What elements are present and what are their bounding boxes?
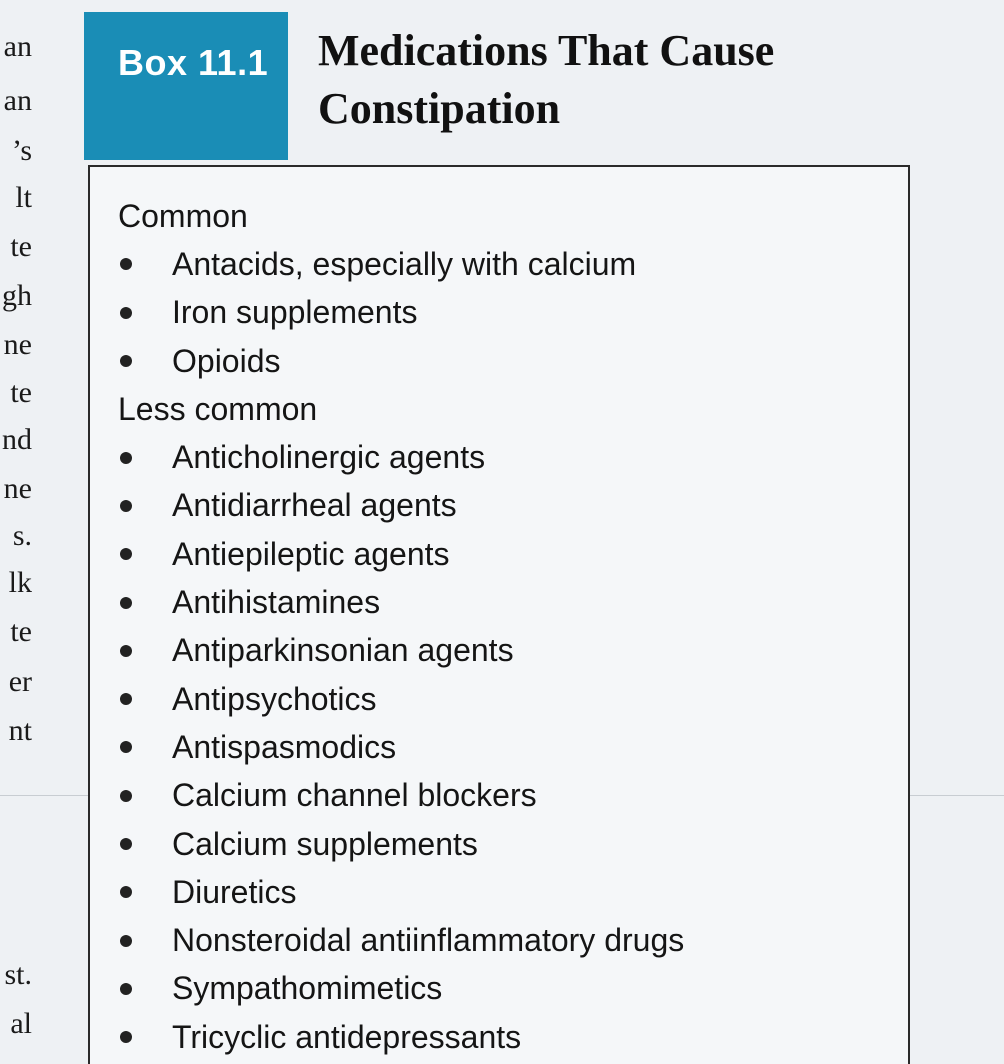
box-title-line-2: Constipation	[318, 84, 561, 133]
list-item	[116, 240, 684, 288]
list-item	[116, 289, 684, 337]
bullet-icon	[120, 548, 132, 560]
list-item	[116, 530, 684, 578]
section-heading-less-common: Less common	[118, 390, 318, 427]
bullet-icon	[120, 500, 132, 512]
list-item-label: Antipsychotics	[172, 680, 377, 717]
left-text-fragment: ne	[3, 472, 32, 505]
list-item	[116, 627, 684, 675]
list-item-label: Diuretics	[172, 873, 297, 910]
box-title-line-1: Medications That Cause	[318, 26, 775, 75]
left-text-fragment: er	[8, 665, 32, 698]
bullet-icon	[120, 983, 132, 995]
list-item	[116, 482, 684, 530]
left-text-fragment: s.	[12, 519, 32, 552]
section-heading-common: Common	[118, 197, 248, 234]
list-item-label: Antihistamines	[172, 584, 381, 621]
left-text-fragment: al	[10, 1007, 32, 1040]
bullet-icon	[120, 452, 132, 464]
list-item	[116, 337, 684, 385]
bullet-icon	[120, 838, 132, 850]
left-text-fragment: te	[10, 376, 32, 409]
left-text-fragment: ’s	[11, 134, 32, 167]
left-text-fragment: an	[3, 84, 32, 117]
medication-list	[116, 192, 684, 1061]
left-text-fragment: lt	[15, 181, 32, 214]
list-item-label: Nonsteroidal antiinflammatory drugs	[172, 922, 685, 959]
list-item	[116, 916, 684, 964]
left-text-fragment: lk	[8, 566, 32, 599]
left-text-fragment: te	[10, 615, 32, 648]
list-item-label: Sympathomimetics	[172, 970, 443, 1007]
list-item	[116, 433, 684, 481]
list-item-label: Calcium supplements	[172, 825, 478, 862]
list-item-label: Calcium channel blockers	[172, 777, 537, 814]
list-item	[116, 1013, 684, 1061]
bullet-icon	[120, 1031, 132, 1043]
list-item	[116, 965, 684, 1013]
bullet-icon	[120, 258, 132, 270]
list-item-label: Antacids, especially with calcium	[172, 245, 637, 282]
left-text-fragment: ne	[3, 328, 32, 361]
list-item	[116, 772, 684, 820]
bullet-icon	[120, 886, 132, 898]
list-item	[116, 578, 684, 626]
list-item-label: Tricyclic antidepressants	[172, 1018, 522, 1055]
left-text-fragment: te	[10, 230, 32, 263]
bullet-icon	[120, 741, 132, 753]
left-text-fragment: st.	[4, 958, 32, 991]
left-text-fragment: nd	[2, 423, 32, 456]
box-label-tab	[84, 12, 288, 160]
list-item-label: Antispasmodics	[172, 728, 397, 765]
bullet-icon	[120, 355, 132, 367]
left-text-fragment: an	[3, 30, 32, 63]
list-item-label: Opioids	[172, 342, 281, 379]
list-item-label: Antiepileptic agents	[172, 535, 450, 572]
list-item	[116, 868, 684, 916]
list-item-label: Iron supplements	[172, 294, 418, 331]
list-item-label: Anticholinergic agents	[172, 439, 486, 476]
bullet-icon	[120, 790, 132, 802]
list-item	[116, 723, 684, 771]
list-item-label: Antidiarrheal agents	[172, 487, 457, 524]
bullet-icon	[120, 935, 132, 947]
box-label: Box 11.1	[118, 42, 269, 83]
left-text-fragment: gh	[2, 279, 32, 312]
bullet-icon	[120, 307, 132, 319]
bullet-icon	[120, 693, 132, 705]
list-item-label: Antiparkinsonian agents	[172, 632, 514, 669]
list-item	[116, 675, 684, 723]
left-text-fragment: nt	[8, 714, 32, 747]
list-item	[116, 820, 684, 868]
box-title	[318, 22, 918, 138]
left-text-column	[0, 0, 40, 1064]
bullet-icon	[120, 597, 132, 609]
bullet-icon	[120, 645, 132, 657]
